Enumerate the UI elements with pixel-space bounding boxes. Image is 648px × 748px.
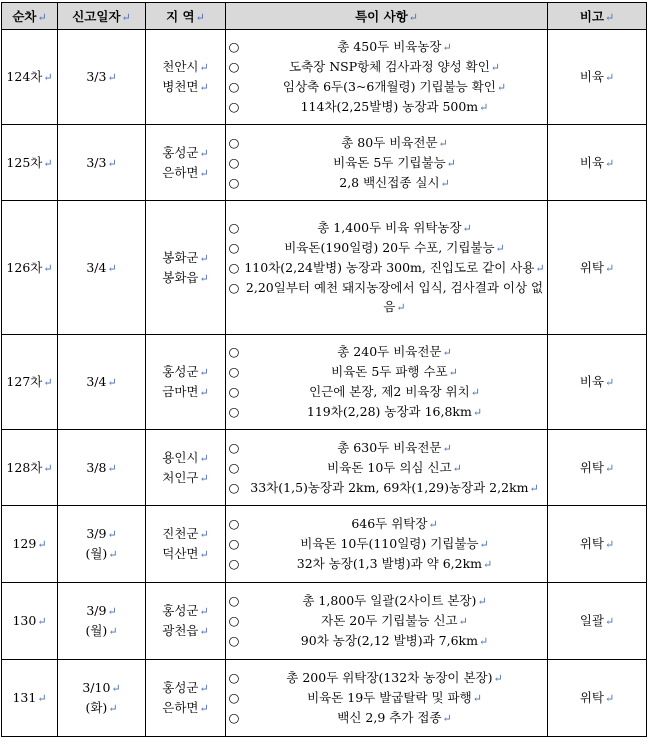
paragraph-mark-icon: ↵ <box>448 366 458 379</box>
cell-date: 3/4↵ <box>58 335 146 430</box>
paragraph-mark-icon: ↵ <box>477 595 487 608</box>
paragraph-mark-icon: ↵ <box>107 261 117 275</box>
paragraph-mark-icon: ↵ <box>496 81 507 94</box>
list-item: ○ 총 1,400두 비육 위탁농장↵ <box>226 218 547 238</box>
cell-date: 3/8↵ <box>58 430 146 506</box>
paragraph-mark-icon: ↵ <box>107 71 117 84</box>
paragraph-mark-icon: ↵ <box>458 615 468 628</box>
paragraph-mark-icon: ↵ <box>396 301 406 314</box>
circle-bullet-icon: ○ <box>228 220 240 235</box>
cell-region: 홍성군↵ 금마면↵ <box>146 335 226 430</box>
paragraph-mark-icon: ↵ <box>479 101 489 114</box>
circle-bullet-icon: ○ <box>228 364 240 379</box>
circle-bullet-icon: ○ <box>228 344 240 359</box>
cell-region: 용인시↵ 처인구↵ <box>146 430 226 506</box>
cell-date: 3/9↵ (월)↵ <box>58 506 146 583</box>
cell-seq: 126차↵ <box>2 201 58 335</box>
circle-bullet-icon: ○ <box>228 459 240 475</box>
paragraph-mark-icon: ↵ <box>199 702 209 715</box>
cell-region: 진천군↵ 덕산면↵ <box>146 506 226 583</box>
paragraph-mark-icon: ↵ <box>199 271 209 285</box>
table-header-row <box>2 3 647 30</box>
cell-date: 3/10↵ (화)↵ <box>58 660 146 737</box>
paragraph-mark-icon: ↵ <box>604 615 615 628</box>
paragraph-mark-icon: ↵ <box>428 518 438 531</box>
table-row <box>2 583 647 660</box>
paragraph-mark-icon: ↵ <box>199 625 209 638</box>
list-item: ○ 백신 2,9 추가 접종↵ <box>226 708 547 728</box>
cell-date: 3/3↵ <box>58 125 146 201</box>
cell-remark: 비육↵ <box>548 125 647 201</box>
list-item: ○ 33차(1,5)농장과 2km, 69차(1,29)농장과 2,2km↵ <box>226 478 547 498</box>
paragraph-mark-icon: ↵ <box>490 61 500 74</box>
circle-bullet-icon: ○ <box>228 479 240 495</box>
cell-seq: 128차↵ <box>2 430 58 506</box>
cell-region: 홍성군↵ 은하면↵ <box>146 660 226 737</box>
header-date: 신고일자↵ <box>58 3 146 30</box>
cell-region: 봉화군↵ 봉화읍↵ <box>146 201 226 335</box>
paragraph-mark-icon: ↵ <box>442 346 452 359</box>
paragraph-mark-icon: ↵ <box>107 156 117 170</box>
cell-notes <box>226 583 548 660</box>
cell-notes <box>226 30 548 125</box>
paragraph-mark-icon: ↵ <box>495 242 505 255</box>
circle-bullet-icon: ○ <box>228 439 240 455</box>
list-item: ○ 자돈 20두 기립불능 신고↵ <box>226 611 547 631</box>
paragraph-mark-icon: ↵ <box>440 176 450 190</box>
paragraph-mark-icon: ↵ <box>470 386 480 399</box>
cell-region: 홍성군↵ 은하면↵ <box>146 125 226 201</box>
paragraph-mark-icon: ↵ <box>535 262 545 275</box>
list-item: ○ 총 1,800두 일괄(2사이트 본장)↵ <box>226 591 547 611</box>
cell-seq: 124차↵ <box>2 30 58 125</box>
list-item: ○ 110차(2,24발병) 농장과 300m, 진입도로 같이 사용↵ <box>226 258 547 278</box>
table-row <box>2 430 647 506</box>
table-row <box>2 125 647 201</box>
paragraph-mark-icon: ↵ <box>199 528 209 541</box>
paragraph-mark-icon: ↵ <box>199 471 209 485</box>
circle-bullet-icon: ○ <box>228 710 240 725</box>
paragraph-mark-icon: ↵ <box>107 376 117 389</box>
list-item: ○ 비육돈 5두 파행 수포↵ <box>226 362 547 382</box>
cell-remark: 위탁↵ <box>548 201 647 335</box>
paragraph-mark-icon: ↵ <box>199 146 209 160</box>
paragraph-mark-icon: ↵ <box>108 548 118 561</box>
cell-seq: 129↵ <box>2 506 58 583</box>
list-item: ○ 2,8 백신접종 실시↵ <box>226 173 547 193</box>
circle-bullet-icon: ○ <box>228 39 240 54</box>
cell-notes <box>226 660 548 737</box>
list-item: ○ 90차 농장(2,12 발병)과 7,6km↵ <box>226 631 547 651</box>
paragraph-mark-icon: ↵ <box>199 548 209 561</box>
paragraph-mark-icon: ↵ <box>604 692 615 705</box>
circle-bullet-icon: ○ <box>228 79 240 94</box>
circle-bullet-icon: ○ <box>228 240 240 255</box>
paragraph-mark-icon: ↵ <box>604 538 615 551</box>
paragraph-mark-icon: ↵ <box>604 261 615 275</box>
list-item: ○ 총 450두 비육농장↵ <box>226 37 547 57</box>
paragraph-mark-icon: ↵ <box>199 366 209 379</box>
list-item: ○ 인근에 본장, 제2 비육장 위치↵ <box>226 382 547 402</box>
paragraph-mark-icon: ↵ <box>483 558 493 571</box>
paragraph-mark-icon: ↵ <box>43 71 53 84</box>
list-item: ○ 임상축 6두(3~6개월령) 기립불능 확인↵ <box>226 77 547 97</box>
cell-remark: 위탁↵ <box>548 430 647 506</box>
paragraph-mark-icon: ↵ <box>199 605 209 618</box>
list-item: ○ 114차(2,25발병) 농장과 500m↵ <box>226 97 547 117</box>
list-item: ○ 비육돈 10두(110일령) 기립불능↵ <box>226 534 547 554</box>
circle-bullet-icon: ○ <box>228 404 240 419</box>
paragraph-mark-icon: ↵ <box>199 81 209 94</box>
paragraph-mark-icon: ↵ <box>479 538 489 551</box>
paragraph-mark-icon: ↵ <box>199 682 209 695</box>
paragraph-mark-icon: ↵ <box>199 166 209 180</box>
cell-notes <box>226 201 548 335</box>
list-item: ○ 비육돈 10두 의심 신고↵ <box>226 458 547 478</box>
paragraph-mark-icon: ↵ <box>199 386 209 399</box>
paragraph-mark-icon: ↵ <box>478 635 489 648</box>
list-item: ○ 비육돈(190일령) 20두 수포, 기립불능↵ <box>226 238 547 258</box>
circle-bullet-icon: ○ <box>228 154 240 170</box>
paragraph-mark-icon: ↵ <box>442 712 452 725</box>
cell-seq: 130↵ <box>2 583 58 660</box>
paragraph-mark-icon: ↵ <box>107 461 117 475</box>
paragraph-mark-icon: ↵ <box>199 61 209 74</box>
paragraph-mark-icon: ↵ <box>37 538 47 551</box>
list-item: ○ 도축장 NSP항체 검사과정 양성 확인↵ <box>226 57 547 77</box>
outbreak-report-table <box>1 2 647 737</box>
circle-bullet-icon: ○ <box>228 633 240 648</box>
circle-bullet-icon: ○ <box>228 384 240 399</box>
list-item: ○ 32차 농장(1,3 발병)과 약 6,2km↵ <box>226 554 547 574</box>
paragraph-mark-icon: ↵ <box>199 451 209 465</box>
cell-notes <box>226 335 548 430</box>
paragraph-mark-icon: ↵ <box>37 615 47 628</box>
table-row <box>2 30 647 125</box>
cell-date: 3/4↵ <box>58 201 146 335</box>
circle-bullet-icon: ○ <box>228 99 240 114</box>
circle-bullet-icon: ○ <box>228 260 240 275</box>
paragraph-mark-icon: ↵ <box>529 481 539 495</box>
header-remarks: 비고↵ <box>548 3 647 30</box>
paragraph-mark-icon: ↵ <box>107 528 117 541</box>
circle-bullet-icon: ○ <box>228 670 240 685</box>
cell-notes <box>226 430 548 506</box>
circle-bullet-icon: ○ <box>228 556 240 571</box>
paragraph-mark-icon: ↵ <box>493 672 503 685</box>
circle-bullet-icon: ○ <box>228 280 240 295</box>
paragraph-mark-icon: ↵ <box>604 376 615 389</box>
header-region: 지 역↵ <box>146 3 226 30</box>
cell-seq: 131↵ <box>2 660 58 737</box>
header-notes: 특이 사항↵ <box>226 3 548 30</box>
list-item: ○ 총 630두 비육전문↵ <box>226 438 547 458</box>
paragraph-mark-icon: ↵ <box>472 406 483 419</box>
list-item: ○ 비육돈 5두 기립불능↵ <box>226 153 547 173</box>
cell-remark: 비육↵ <box>548 335 647 430</box>
cell-seq: 125차↵ <box>2 125 58 201</box>
cell-region: 천안시↵ 병천면↵ <box>146 30 226 125</box>
paragraph-mark-icon: ↵ <box>462 222 472 235</box>
cell-notes <box>226 506 548 583</box>
cell-remark: 비육↵ <box>548 30 647 125</box>
circle-bullet-icon: ○ <box>228 593 240 608</box>
cell-date: 3/9↵ (월)↵ <box>58 583 146 660</box>
paragraph-mark-icon: ↵ <box>43 376 53 389</box>
circle-bullet-icon: ○ <box>228 174 240 190</box>
paragraph-mark-icon: ↵ <box>108 625 118 638</box>
table-row <box>2 201 647 335</box>
paragraph-mark-icon: ↵ <box>108 702 118 715</box>
paragraph-mark-icon: ↵ <box>452 461 462 475</box>
paragraph-mark-icon: ↵ <box>43 461 53 475</box>
list-item: ○ 119차(2,28) 농장과 16,8km↵ <box>226 402 547 422</box>
circle-bullet-icon: ○ <box>228 536 240 551</box>
paragraph-mark-icon: ↵ <box>43 261 53 275</box>
paragraph-mark-icon: ↵ <box>604 461 615 475</box>
table-row <box>2 506 647 583</box>
table-row <box>2 335 647 430</box>
paragraph-mark-icon: ↵ <box>43 156 53 170</box>
cell-remark: 위탁↵ <box>548 660 647 737</box>
cell-remark: 일괄↵ <box>548 583 647 660</box>
paragraph-mark-icon: ↵ <box>442 41 452 54</box>
paragraph-mark-icon: ↵ <box>604 71 615 84</box>
paragraph-mark-icon: ↵ <box>446 156 456 170</box>
cell-date: 3/3↵ <box>58 30 146 125</box>
cell-remark: 위탁↵ <box>548 506 647 583</box>
circle-bullet-icon: ○ <box>228 516 240 531</box>
list-item: ○ 총 240두 비육전문↵ <box>226 342 547 362</box>
cell-seq: 127차↵ <box>2 335 58 430</box>
list-item: ○ 총 200두 위탁장(132차 농장이 본장)↵ <box>226 668 547 688</box>
paragraph-mark-icon: ↵ <box>107 605 117 618</box>
cell-notes <box>226 125 548 201</box>
header-seq: 순차↵ <box>2 3 58 30</box>
circle-bullet-icon: ○ <box>228 134 240 150</box>
table-row <box>2 660 647 737</box>
list-item: ○ 2,20일부터 예천 돼지농장에서 입식, 검사결과 이상 없음↵ <box>226 278 547 317</box>
paragraph-mark-icon: ↵ <box>37 692 47 705</box>
paragraph-mark-icon: ↵ <box>199 251 209 265</box>
paragraph-mark-icon: ↵ <box>111 682 121 695</box>
circle-bullet-icon: ○ <box>228 59 240 74</box>
paragraph-mark-icon: ↵ <box>472 692 482 705</box>
circle-bullet-icon: ○ <box>228 690 240 705</box>
paragraph-mark-icon: ↵ <box>438 136 448 150</box>
list-item: ○ 비육돈 19두 발굽탈락 및 파행↵ <box>226 688 547 708</box>
paragraph-mark-icon: ↵ <box>604 156 615 170</box>
cell-region: 홍성군↵ 광천읍↵ <box>146 583 226 660</box>
list-item: ○ 646두 위탁장↵ <box>226 514 547 534</box>
circle-bullet-icon: ○ <box>228 613 240 628</box>
list-item: ○ 총 80두 비육전문↵ <box>226 133 547 153</box>
paragraph-mark-icon: ↵ <box>442 441 452 455</box>
